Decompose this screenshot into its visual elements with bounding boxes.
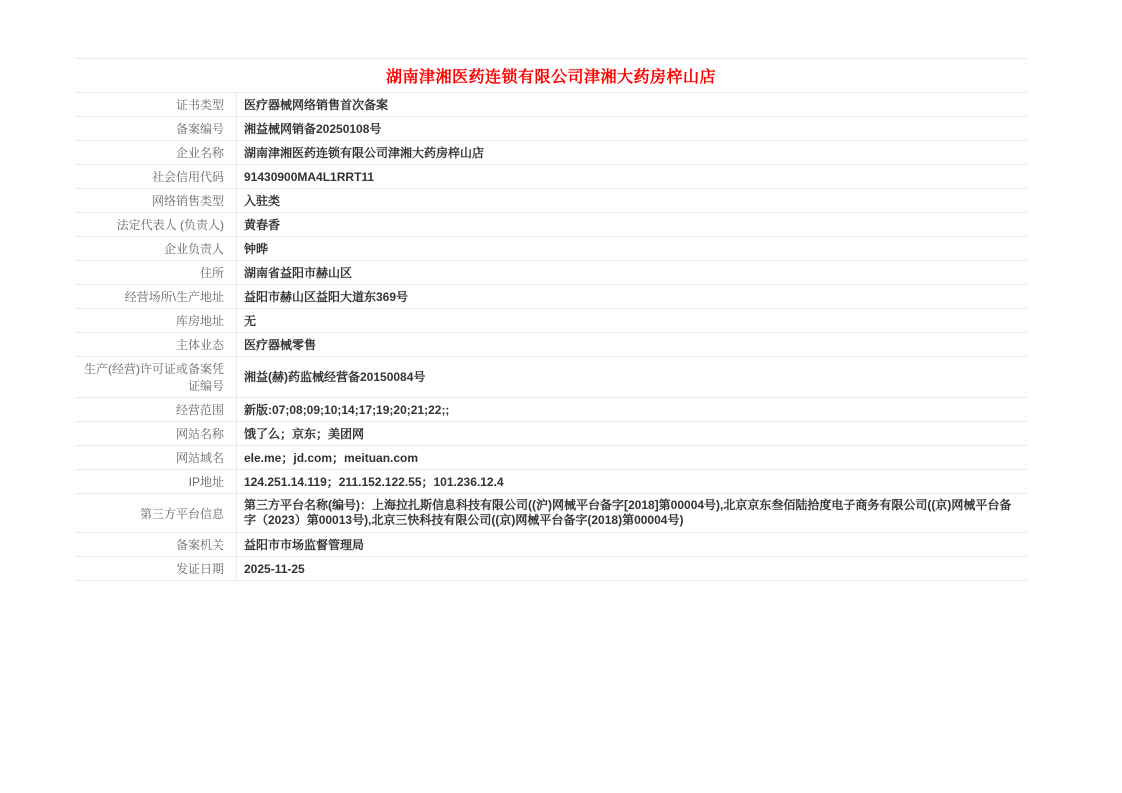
row-value-ip-address: 124.251.14.119；211.152.122.55；101.236.12.4	[244, 474, 504, 489]
row-label-third-party-platform: 第三方平台信息	[75, 494, 237, 532]
row-label-business-scope: 经营范围	[75, 398, 237, 421]
table-row	[75, 309, 1027, 333]
row-value-license-number: 湘益(赫)药监械经营备20150084号	[244, 370, 426, 384]
row-label-license-number: 生产(经营)许可证或备案凭证编号	[75, 357, 237, 397]
row-label-business-address: 经营场所\生产地址	[75, 285, 237, 308]
certificate-table	[75, 58, 1027, 581]
table-row	[75, 557, 1027, 581]
table-row	[75, 446, 1027, 470]
row-label-residence: 住所	[75, 261, 237, 284]
row-value-website-name: 饿了么；京东；美团网	[244, 426, 365, 441]
row-label-legal-representative: 法定代表人 (负责人)	[75, 213, 237, 236]
table-row	[75, 117, 1027, 141]
table-row	[75, 189, 1027, 213]
row-label-filing-number: 备案编号	[75, 117, 237, 140]
row-label-issue-date: 发证日期	[75, 557, 237, 580]
page-title: 湖南津湘医药连锁有限公司津湘大药房梓山店	[385, 69, 716, 86]
table-row	[75, 165, 1027, 189]
row-value-issue-date: 2025-11-25	[244, 561, 305, 576]
table-row	[75, 93, 1027, 117]
row-label-filing-authority: 备案机关	[75, 533, 237, 556]
table-row	[75, 422, 1027, 446]
row-value-residence: 湖南省益阳市赫山区	[244, 265, 353, 280]
row-value-warehouse-address: 无	[244, 313, 257, 328]
title-row	[75, 59, 1027, 93]
row-label-company-manager: 企业负责人	[75, 237, 237, 260]
table-row	[75, 141, 1027, 165]
row-label-ip-address: IP地址	[75, 470, 237, 493]
table-row	[75, 261, 1027, 285]
table-row	[75, 213, 1027, 237]
table-row	[75, 398, 1027, 422]
row-label-sales-type: 网络销售类型	[75, 189, 237, 212]
row-label-website-domain: 网站域名	[75, 446, 237, 469]
row-label-warehouse-address: 库房地址	[75, 309, 237, 332]
table-row	[75, 357, 1027, 398]
row-value-business-address: 益阳市赫山区益阳大道东369号	[244, 289, 409, 304]
row-value-company-name: 湖南津湘医药连锁有限公司津湘大药房梓山店	[244, 145, 485, 160]
table-row	[75, 285, 1027, 309]
table-row	[75, 237, 1027, 261]
row-value-credit-code: 91430900MA4L1RRT11	[244, 169, 375, 184]
row-value-certificate-type: 医疗器械网络销售首次备案	[244, 97, 389, 112]
table-row	[75, 333, 1027, 357]
row-value-business-mode: 医疗器械零售	[244, 337, 317, 352]
row-label-company-name: 企业名称	[75, 141, 237, 164]
row-label-certificate-type: 证书类型	[75, 93, 237, 116]
row-label-credit-code: 社会信用代码	[75, 165, 237, 188]
row-value-filing-number: 湘益械网销备20250108号	[244, 121, 382, 136]
row-value-filing-authority: 益阳市市场监督管理局	[244, 537, 365, 552]
row-value-legal-representative: 黄春香	[244, 217, 281, 232]
row-label-business-mode: 主体业态	[75, 333, 237, 356]
table-row	[75, 494, 1027, 533]
table-row	[75, 470, 1027, 494]
row-value-business-scope: 新版:07;08;09;10;14;17;19;20;21;22;;	[244, 402, 450, 417]
row-value-third-party-platform: 第三方平台名称(编号)：上海拉扎斯信息科技有限公司((沪)网械平台备字[2018]第00004号),北京京东叁佰陆拾度电子商务有限公司((京)网械平台备字（2023）第00013号),北京三快科技有限公司((京)网械平台备字(2018)第00004号)	[244, 498, 1012, 527]
row-value-company-manager: 钟晔	[244, 241, 269, 256]
row-value-sales-type: 入驻类	[244, 193, 281, 208]
row-value-website-domain: ele.me；jd.com；meituan.com	[244, 450, 419, 465]
row-label-website-name: 网站名称	[75, 422, 237, 445]
table-row	[75, 533, 1027, 557]
